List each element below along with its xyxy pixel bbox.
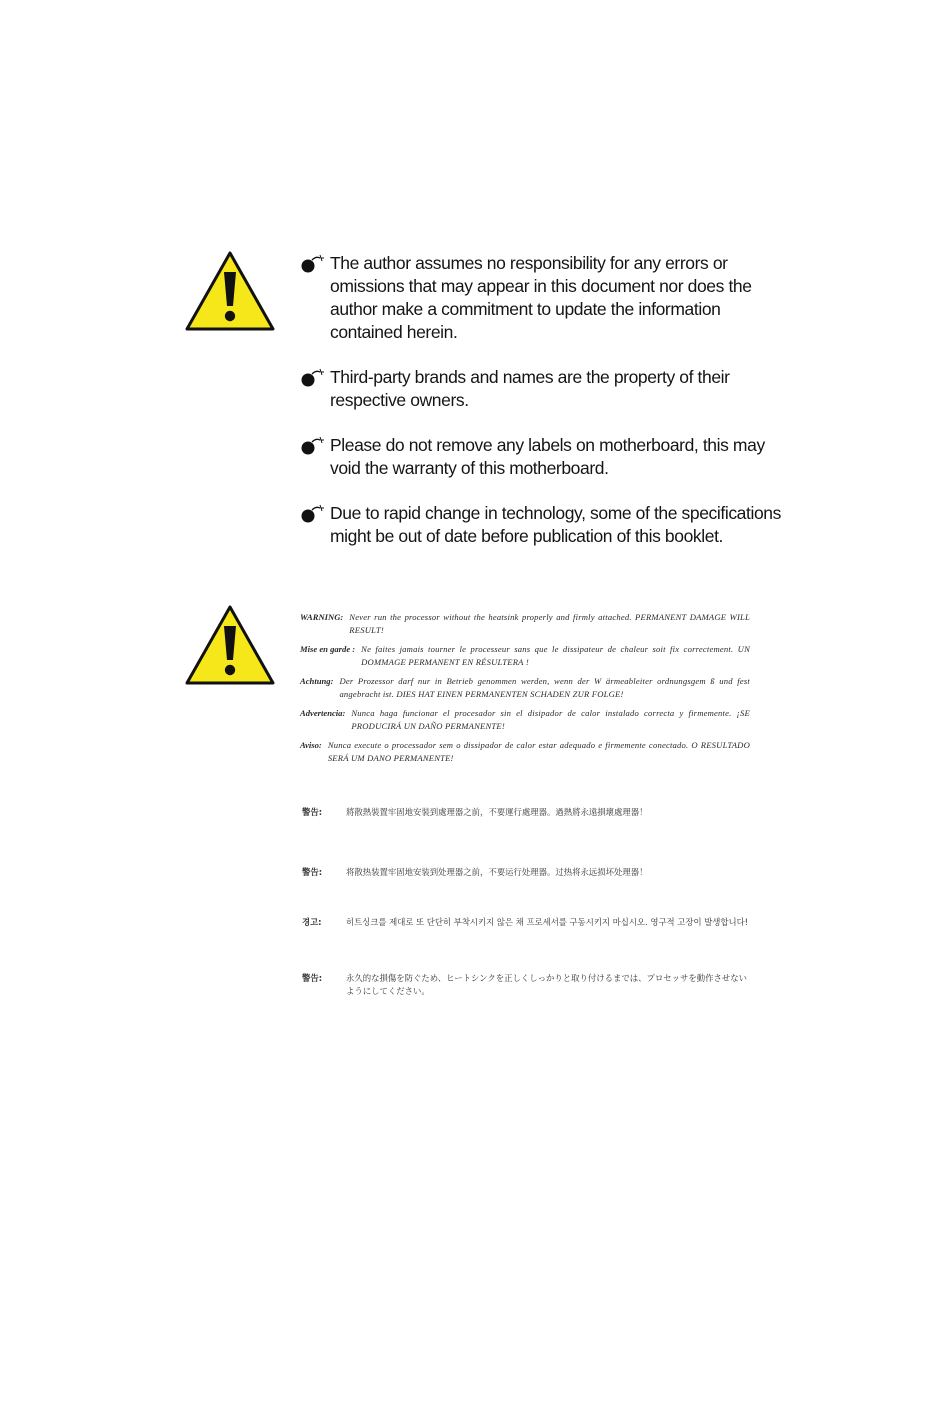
warning-text: 히트싱크를 제대로 또 단단히 부착시키지 않은 채 프로세서를 구동시키지 마십시오. 영구적 고장이 발생합니다! xyxy=(346,917,749,927)
warning-text: 将散热装置牢固地安装到处理器之前，不要运行处理器。过热将永远损坏处理器！ xyxy=(346,867,648,877)
warning-label: Advertencia: xyxy=(300,708,346,718)
warning-row-traditional-chinese xyxy=(302,806,752,819)
notice-item xyxy=(294,252,784,344)
notice-text: The author assumes no responsibility for any errors or omissions that may appear in this document nor does the author make a commitment to update the information contained herein. xyxy=(330,253,752,342)
warning-label: WARNING: xyxy=(300,612,344,622)
warning-label: Mise en garde : xyxy=(300,644,356,654)
notice-text: Third-party brands and names are the property of their respective owners. xyxy=(330,367,730,410)
warning-label: 경고: xyxy=(302,917,322,927)
warning-row-japanese xyxy=(302,972,752,998)
warning-text: 將散熱裝置牢固地安裝到處理器之前，不要運行處理器。過熱將永遠損壞處理器！ xyxy=(346,807,648,817)
multilingual-warning xyxy=(300,611,750,771)
warning-text: Nunca execute o processador sem o dissipador de calor estar adequado e firmemente conectado. O RESULTADO SERÁ UM DANO PERMANENTE! xyxy=(327,740,750,763)
warning-row-german xyxy=(300,675,750,701)
bomb-bullet-icon xyxy=(294,254,330,274)
warning-text: Never run the processor without the heatsink properly and firmly attached. PERMANENT DAMAGE WILL RESULT! xyxy=(349,612,750,635)
warning-text: 永久的な損傷を防ぐため、ヒートシンクを正しくしっかりと取り付けるまでは、プロセッサを動作させないようにしてください。 xyxy=(346,973,747,996)
warning-row-english xyxy=(300,611,750,637)
bomb-bullet-icon xyxy=(294,368,330,388)
notice-text: Please do not remove any labels on motherboard, this may void the warranty of this motherboard. xyxy=(330,435,765,478)
notice-item xyxy=(294,366,784,412)
warning-text: Der Prozessor darf nur in Betrieb genommen werden, wenn der W ärmeableiter ordnungsgem ß und fest angebracht ist. DIES HAT EINEN PERMANENTEN SCHADEN ZUR FOLGE! xyxy=(339,676,750,699)
warning-triangle-icon xyxy=(184,250,276,332)
warning-row-portuguese xyxy=(300,739,750,765)
notice-list xyxy=(294,252,784,570)
notice-text: Due to rapid change in technology, some of the specifications might be out of date before publication of this booklet. xyxy=(330,503,781,546)
notice-item xyxy=(294,434,784,480)
warning-label: 警告: xyxy=(302,867,323,877)
warning-row-simplified-chinese xyxy=(302,866,752,879)
warning-label: Achtung: xyxy=(300,676,334,686)
warning-text: Ne faites jamais tourner le processeur sans que le dissipateur de chaleur soit fix correctement. UN DOMMAGE PERMANENT EN RÉSULTERA ! xyxy=(361,644,750,667)
notice-item xyxy=(294,502,784,548)
warning-label: Aviso: xyxy=(300,740,322,750)
bomb-bullet-icon xyxy=(294,504,330,524)
warning-row-spanish xyxy=(300,707,750,733)
warning-label: 警告: xyxy=(302,807,323,817)
warning-triangle-icon xyxy=(184,604,276,686)
bomb-bullet-icon xyxy=(294,436,330,456)
warning-row-korean xyxy=(302,916,752,929)
warning-label: 警告: xyxy=(302,973,323,983)
warning-text: Nunca haga funcionar el procesador sin el disipador de calor instalado correcta y firmemente. ¡SE PRODUCIRÁ UN DAÑO PERMANENTE! xyxy=(351,708,750,731)
warning-row-french xyxy=(300,643,750,669)
